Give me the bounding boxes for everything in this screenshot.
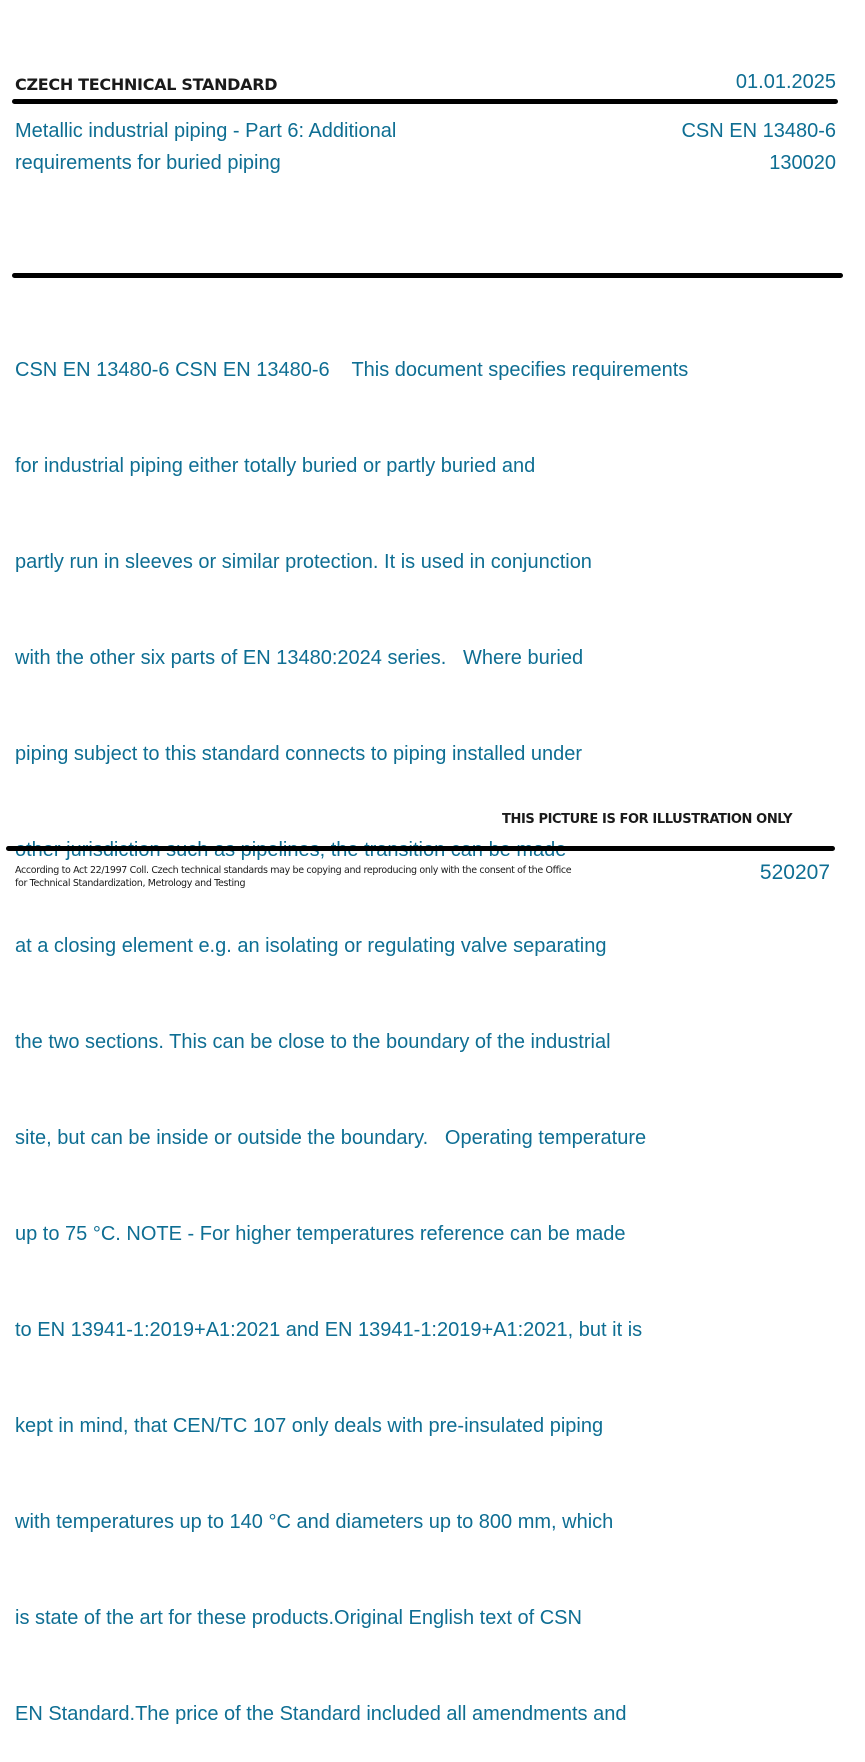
issue-date: 01.01.2025 bbox=[735, 71, 836, 93]
abstract-line: the two sections. This can be close to the boundary of the industrial bbox=[15, 1031, 611, 1053]
abstract-line: CSN EN 13480-6 CSN EN 13480-6 This document specifies requirements bbox=[15, 359, 689, 381]
legal-notice-line: for Technical Standardization, Metrology and Testing bbox=[15, 878, 246, 889]
standard-title bbox=[15, 115, 485, 179]
abstract-text bbox=[15, 290, 835, 1762]
abstract-line: to EN 13941-1:2019+A1:2021 and EN 13941-1:2019+A1:2021, but it is bbox=[15, 1319, 643, 1341]
legal-notice bbox=[15, 864, 615, 890]
standard-title-line: Metallic industrial piping - Part 6: Additional bbox=[15, 120, 397, 142]
abstract-line: partly run in sleeves or similar protection. It is used in conjunction bbox=[15, 551, 592, 573]
header-divider bbox=[12, 99, 838, 104]
abstract-line: site, but can be inside or outside the boundary. Operating temperature bbox=[15, 1127, 647, 1149]
abstract-line: up to 75 °C. NOTE - For higher temperatures reference can be made bbox=[15, 1223, 626, 1245]
classification-number: 130020 bbox=[769, 152, 836, 174]
abstract-line: EN Standard.The price of the Standard included all amendments and bbox=[15, 1703, 627, 1725]
abstract-line: is state of the art for these products.Original English text of CSN bbox=[15, 1607, 582, 1629]
document-number: 520207 bbox=[759, 861, 830, 884]
abstract-line: for industrial piping either totally buried or partly buried and bbox=[15, 455, 536, 477]
abstract-line: with temperatures up to 140 °C and diameters up to 800 mm, which bbox=[15, 1511, 614, 1533]
footer-divider bbox=[6, 846, 835, 851]
brand-heading: CZECH TECHNICAL STANDARD bbox=[15, 75, 278, 94]
standard-identifiers bbox=[681, 115, 836, 179]
standard-title-line: requirements for buried piping bbox=[15, 152, 281, 174]
legal-notice-line: According to Act 22/1997 Coll. Czech technical standards may be copying and reproducing only with the consent of the Office bbox=[15, 865, 572, 876]
section-divider bbox=[12, 273, 843, 278]
abstract-line: with the other six parts of EN 13480:2024 series. Where buried bbox=[15, 647, 584, 669]
abstract-line: kept in mind, that CEN/TC 107 only deals with pre-insulated piping bbox=[15, 1415, 604, 1437]
abstract-line: at a closing element e.g. an isolating or regulating valve separating bbox=[15, 935, 607, 957]
illustration-disclaimer: THIS PICTURE IS FOR ILLUSTRATION ONLY bbox=[502, 812, 793, 827]
standard-code: CSN EN 13480-6 bbox=[681, 120, 836, 142]
abstract-line: piping subject to this standard connects to piping installed under bbox=[15, 743, 583, 765]
